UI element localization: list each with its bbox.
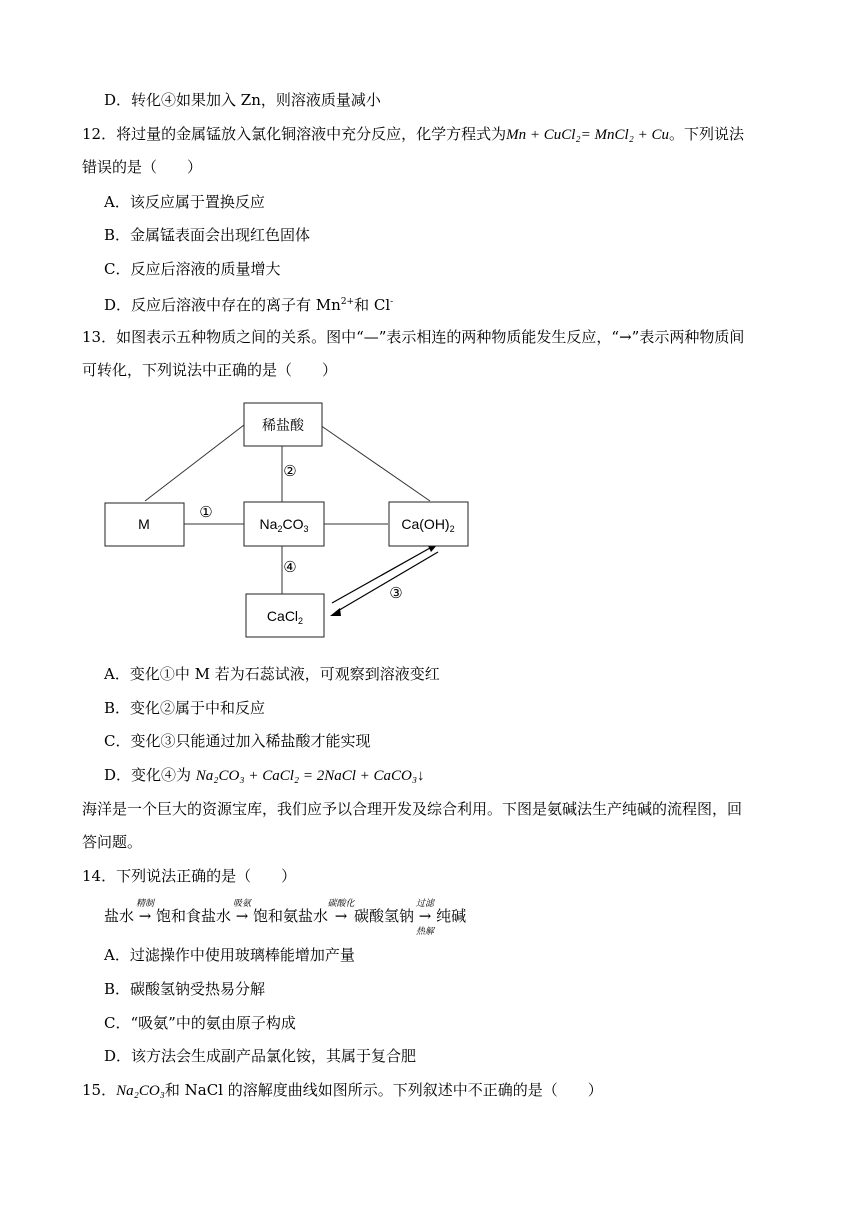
label-hcl: 稀盐酸 [262,417,304,433]
q12-stem-line2: 错误的是（ ） [82,158,203,176]
reaction-diagram [100,398,480,643]
q12-option-d [104,292,393,315]
flow-arrow-3: 碳酸化 → [327,899,355,925]
q12-option-d-text: D．反应后溶液中存在的离子有 Mn [104,296,341,314]
passage-line1: 海洋是一个巨大的资源宝库，我们应予以合理开发及综合利用。下图是氨碱法生产纯碱的流程图，回 [82,800,743,818]
flow-step-5: 纯碱 [436,907,467,925]
flow-step-4: 碳酸氢钠 [354,907,415,925]
arrowhead-cacl2 [330,608,341,616]
q13-option-b: B．变化②属于中和反应 [104,699,266,717]
q14-flowchart [104,899,467,937]
q13-option-c: C．变化③只能通过加入稀盐酸才能实现 [104,732,371,750]
label-circle-4: ④ [283,558,297,576]
q12-option-d-sup1: 2+ [340,297,355,307]
flow-step-2: 饱和食盐水 [156,907,232,925]
flow-arrow-1: 精制 → [136,899,155,925]
label-cacl2: CaCl$_2$ [266,608,304,626]
q13-option-d-equation: Na₂CO₃ + CaCl₂ = 2NaCl + CaCO₃↓ [195,768,425,784]
q14-option-d: D．该方法会生成副产品氯化铵，其属于复合肥 [104,1047,417,1065]
label-circle-3: ③ [389,584,403,602]
label-m: M [138,516,150,532]
line-hcl-caoh2 [320,425,430,501]
q13-option-d [104,765,425,786]
flow-step-3: 饱和氨盐水 [253,907,329,925]
q13-stem-line2: 可转化，下列说法中正确的是（ ） [82,361,338,379]
label-circle-2: ② [283,462,297,480]
flow-arrow-4: 过滤 → 热解 [416,899,435,937]
q15-formula: Na₂CO₃ [116,1083,165,1099]
q14-option-a: A．过滤操作中使用玻璃棒能增加产量 [104,946,355,964]
q11-option-d: D．转化④如果加入 Zn，则溶液质量减小 [104,91,381,109]
q12-option-c: C．反应后溶液的质量增大 [104,260,281,278]
label-caoh2: $Ca(OH)_2$ [401,516,455,534]
passage-line2: 答问题。 [82,833,143,851]
q12-equation: Mn + CuCl₂= MnCl₂ + Cu [506,127,669,143]
label-na2co3: $Na_2CO_3$ [259,516,309,534]
q15-stem: 15．Na₂CO₃和 NaCl 的溶解度曲线如图所示。下列叙述中不正确的是（ ） [82,1081,603,1099]
q12-option-b: B．金属锰表面会出现红色固体 [104,226,311,244]
flow-arrow-2: 吸氨 → [233,899,252,925]
q14-stem: 14．下列说法正确的是（ ） [82,867,297,885]
flow-step-1: 盐水 [104,907,135,925]
line-m-hcl [145,425,244,501]
q12-option-d-mid: 和 Cl [354,296,391,314]
q13-option-a: A．变化①中 M 若为石蕊试液，可观察到溶液变红 [104,665,440,683]
q14-option-c: C．“吸氨”中的氨由原子构成 [104,1014,296,1032]
q14-option-b: B．碳酸氢钠受热易分解 [104,980,266,998]
arrow-to-cacl2 [336,552,438,612]
q15-stem-text: 和 NaCl 的溶解度曲线如图所示。下列叙述中不正确的是（ ） [164,1081,603,1099]
arrow-to-caoh2 [332,548,430,603]
q13-stem-line1: 13．如图表示五种物质之间的关系。图中“—”表示相连的两种物质能发生反应，“→”表示两种物质间 [82,328,745,346]
q12-stem-part2: 。下列说法 [668,125,744,143]
q12-stem-part1: 12．将过量的金属锰放入氯化铜溶液中充分反应，化学方程式为 [82,125,507,143]
label-circle-1: ① [199,503,213,521]
q13-option-d-text: D．变化④为 [104,766,196,784]
q12-option-a: A．该反应属于置换反应 [104,193,265,211]
q12-stem-line1 [82,124,744,145]
q12-option-d-sup2: - [390,297,394,307]
